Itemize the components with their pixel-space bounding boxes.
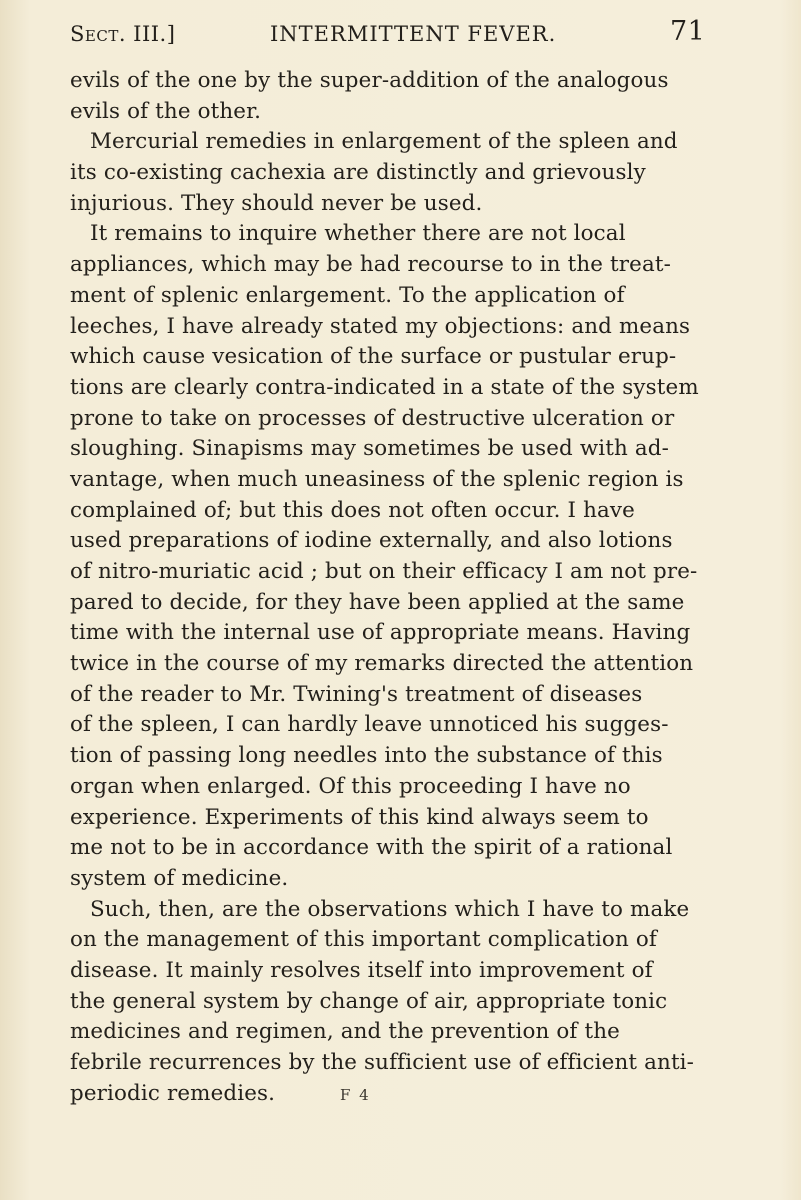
text-line: of nitro-muriatic acid ; but on their efficacy I am not pre- [70, 559, 698, 584]
text-line: of the reader to Mr. Twining's treatment of diseases [70, 681, 643, 707]
body-text [70, 66, 770, 1109]
signature-mark: F 4 [340, 1086, 371, 1104]
text-line: twice in the course of my remarks directed the attention [70, 651, 694, 677]
text-line: disease. It mainly resolves itself into improvement of [70, 957, 653, 983]
text-line: evils of the one by the super-addition of the analogous [70, 68, 669, 93]
text-line: tion of passing long needles into the substance of this [70, 743, 663, 769]
text-line: system of medicine. [70, 865, 289, 891]
text-line: Such, then, are the observations which I have to make [90, 896, 690, 922]
text-line: leeches, I have already stated my objections: and means [70, 313, 691, 339]
text-line: organ when enlarged. Of this proceeding I have no [70, 773, 631, 799]
text-line: prone to take on processes of destructive ulceration or [70, 405, 675, 431]
text-line: used preparations of iodine externally, and also lotions [70, 528, 673, 554]
text-line: sloughing. Sinapisms may sometimes be used with ad- [70, 436, 670, 462]
text-line: pared to decide, for they have been applied at the same [70, 589, 685, 615]
text-line: injurious. They should never be used. [70, 190, 483, 216]
text-line: Mercurial remedies in enlargement of the spleen and [90, 129, 678, 155]
text-line: ment of splenic enlargement. To the application of [70, 282, 625, 308]
text-line: complained of; but this does not often occur. I have [70, 497, 635, 523]
text-line: time with the internal use of appropriate means. Having [70, 620, 691, 646]
text-line: evils of the other. [70, 98, 262, 124]
text-line: tions are clearly contra-indicated in a state of the system [70, 374, 699, 400]
text-line: me not to be in accordance with the spirit of a rational [70, 835, 673, 861]
text-line: its co-existing cachexia are distinctly and grievously [70, 160, 646, 186]
text-line: which cause vesication of the surface or pustular erup- [70, 344, 677, 370]
text-line: medicines and regimen, and the prevention of the [70, 1019, 620, 1045]
running-title: INTERMITTENT FEVER. [270, 22, 557, 46]
text-line: vantage, when much uneasiness of the splenic region is [70, 466, 684, 492]
text-line: periodic remedies. [70, 1080, 276, 1106]
text-line: appliances, which may be had recourse to in the treat- [70, 252, 672, 278]
text-line: experience. Experiments of this kind always seem to [70, 804, 649, 830]
text-line: It remains to inquire whether there are not local [90, 221, 626, 247]
section-label: Sect. III.] [70, 22, 176, 46]
running-header [70, 16, 760, 50]
page-number: 71 [670, 16, 706, 47]
text-line: the general system by change of air, appropriate tonic [70, 988, 668, 1014]
text-line: of the spleen, I can hardly leave unnoticed his sugges- [70, 712, 669, 738]
text-line: on the management of this important complication of [70, 927, 657, 953]
text-line: febrile recurrences by the sufficient use of efficient anti- [70, 1050, 695, 1075]
